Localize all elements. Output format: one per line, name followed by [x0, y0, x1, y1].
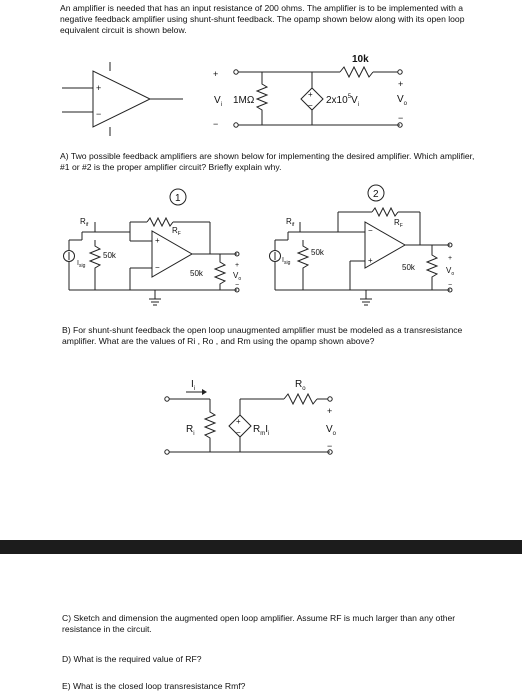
- circuit-1-number: 1: [175, 193, 181, 204]
- question-e: E) What is the closed loop transresistance Rmf?: [62, 681, 246, 691]
- fig3-vo-label: $V_o$: [326, 424, 337, 437]
- c2-vo-plus: +: [448, 255, 453, 262]
- fig3-vo-minus: −: [327, 441, 333, 451]
- c1-isig-label: $I_{sig}$: [77, 260, 86, 269]
- circuit-2-number: 2: [373, 189, 379, 200]
- c2-src-res: 50k: [311, 248, 324, 257]
- c1-src-res: 50k: [103, 251, 116, 260]
- vo-plus: +: [398, 79, 404, 89]
- c1-vo-plus: +: [235, 262, 240, 269]
- c2-isig-label: $I_{sig}$: [282, 257, 291, 266]
- vin-plus: +: [213, 69, 219, 79]
- rin-label: 1MΩ: [233, 95, 255, 106]
- dep-src-minus: −: [308, 101, 313, 110]
- question-c: C) Sketch and dimension the augmented open loop amplifier. Assume RF is much larger than any other resistance in the circuit.: [62, 613, 456, 634]
- vo-minus: −: [398, 113, 404, 123]
- ro-label: $R_o$: [295, 379, 306, 392]
- opamp-plus: +: [96, 83, 102, 93]
- c1-opamp-plus: +: [155, 236, 160, 245]
- c2-rif-label: $R_{if}$: [286, 217, 295, 228]
- c1-load-res: 50k: [190, 269, 203, 278]
- c2-opamp-minus: −: [368, 226, 373, 235]
- question-d: D) What is the required value of RF?: [62, 654, 202, 664]
- fig3-vo-plus: +: [327, 406, 333, 416]
- c1-vo-minus: −: [235, 282, 240, 289]
- vin-minus: −: [213, 119, 219, 129]
- c2-vo-minus: −: [448, 282, 453, 289]
- c2-load-res: 50k: [402, 263, 415, 272]
- c1-vo-label: $V_o$: [233, 271, 242, 282]
- question-b: B) For shunt-shunt feedback the open loop unaugmented amplifier must be modeled as a transresistance amplifier. What are the values of Ri , Ro , and Rm using the opamp shown above?: [62, 325, 463, 346]
- gain-label: $2x10^5V_i$: [326, 94, 360, 108]
- c2-vo-label: $V_o$: [446, 266, 455, 277]
- vi-label: $V_i$: [214, 95, 223, 108]
- rm-src-plus: +: [236, 417, 241, 426]
- transresistance-circuit: [165, 379, 337, 454]
- question-a: A) Two possible feedback amplifiers are shown below for implementing the desired amplifier. Which amplifier, #1 or #2 is the proper amplifier circuit? Briefly explain why.: [60, 151, 475, 172]
- c1-rf-label: $R_F$: [172, 226, 181, 237]
- c1-rif-label: $R_{if}$: [80, 217, 89, 228]
- rm-src-minus: −: [236, 428, 241, 437]
- vo-label: $V_o$: [397, 94, 408, 107]
- intro-text: An amplifier is needed that has an input resistance of 200 ohms. The amplifier is to be implemented with a negative feedback amplifier using shunt-shunt feedback. The opamp shown below along with its open loop equivalent circuit is shown below.: [60, 3, 465, 35]
- ri-label: $R_i$: [186, 424, 195, 437]
- dep-src-plus: +: [308, 90, 313, 99]
- c1-opamp-minus: −: [155, 263, 160, 272]
- opamp-minus: −: [96, 109, 102, 119]
- c2-rf-label: $R_F$: [394, 218, 403, 229]
- ii-label: $I_i$: [191, 379, 196, 392]
- c2-opamp-plus: +: [368, 256, 373, 265]
- page-divider-bar: [0, 540, 522, 554]
- rm-ii-label: $R_mI_i$: [253, 424, 270, 437]
- feedback-res-label: 10k: [352, 54, 369, 65]
